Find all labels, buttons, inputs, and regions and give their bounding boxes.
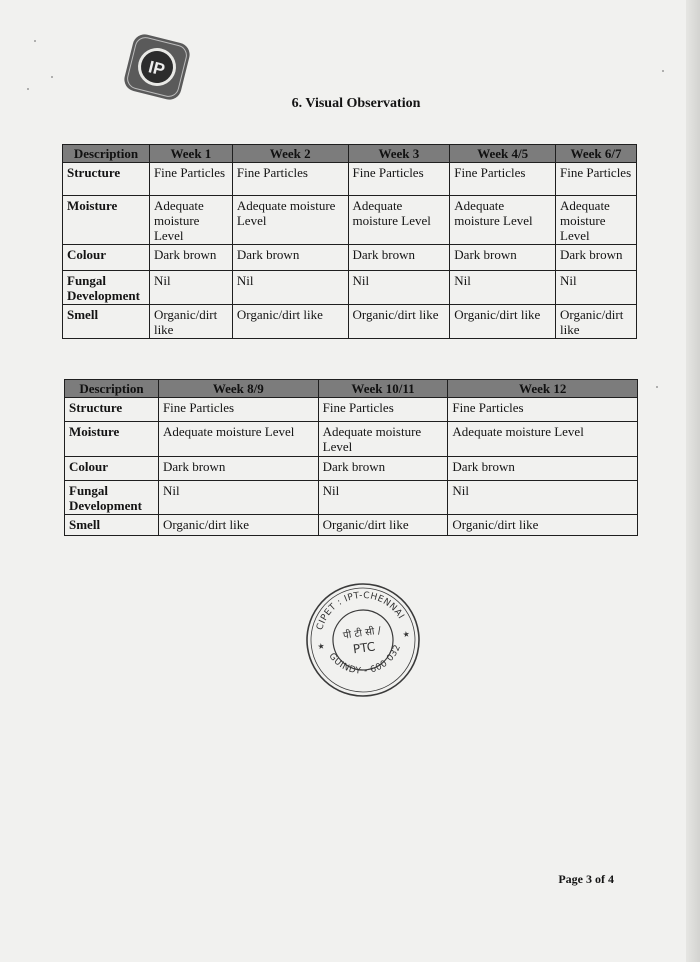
observation-table-weeks-1-7: [62, 144, 637, 339]
organization-logo: [120, 30, 194, 104]
table-cell: Nil: [232, 271, 348, 305]
table-cell: Dark brown: [448, 457, 638, 481]
table-cell: Nil: [158, 481, 318, 515]
table-cell: Nil: [149, 271, 232, 305]
svg-text:★: ★: [402, 629, 411, 640]
svg-text:IP: IP: [146, 57, 167, 80]
table-cell: Organic/dirt like: [450, 305, 556, 339]
scan-speck: [34, 40, 36, 42]
official-stamp: [303, 580, 423, 700]
column-header: Week 2: [232, 145, 348, 163]
row-label: Smell: [63, 305, 150, 339]
svg-text:★: ★: [316, 641, 326, 652]
stamp-center-line1: पी टी सी /: [342, 625, 382, 642]
column-header: Week 4/5: [450, 145, 556, 163]
table-row: [63, 271, 637, 305]
stamp-center-line2: PTC: [352, 639, 377, 657]
table-cell: Dark brown: [149, 245, 232, 271]
row-label: Moisture: [65, 422, 159, 457]
column-header: Week 6/7: [556, 145, 637, 163]
column-header: Description: [65, 380, 159, 398]
page-number: Page 3 of 4: [558, 872, 614, 886]
table-header-row: [65, 380, 638, 398]
table-cell: Nil: [556, 271, 637, 305]
table-row: [65, 422, 638, 457]
section-title: 6. Visual Observation: [291, 96, 421, 111]
table-row: [65, 457, 638, 481]
table-cell: Adequate moisture Level: [348, 196, 450, 245]
table-cell: Organic/dirt like: [232, 305, 348, 339]
table-header-row: [63, 145, 637, 163]
row-label: Smell: [65, 515, 159, 536]
table-cell: Fine Particles: [158, 398, 318, 422]
row-label: Fungal Development: [63, 271, 150, 305]
scan-speck: [656, 386, 658, 388]
table-cell: Nil: [448, 481, 638, 515]
table-cell: Fine Particles: [556, 163, 637, 196]
table-cell: Fine Particles: [232, 163, 348, 196]
column-header: Week 8/9: [158, 380, 318, 398]
table-cell: Dark brown: [450, 245, 556, 271]
column-header: Week 3: [348, 145, 450, 163]
table-cell: Nil: [450, 271, 556, 305]
row-label: Colour: [65, 457, 159, 481]
observation-table-weeks-8-12: [64, 379, 638, 536]
table-cell: Adequate moisture Level: [556, 196, 637, 245]
table-cell: Fine Particles: [450, 163, 556, 196]
table-cell: Adequate moisture Level: [448, 422, 638, 457]
stamp-bottom-text: GUINDY - 600 032: [326, 643, 404, 677]
table-row: [65, 515, 638, 536]
table-cell: Fine Particles: [318, 398, 448, 422]
table-row: [63, 245, 637, 271]
column-header: Week 1: [149, 145, 232, 163]
column-header: Week 10/11: [318, 380, 448, 398]
paper-edge-shadow: [686, 0, 700, 962]
table-cell: Fine Particles: [149, 163, 232, 196]
table-cell: Adequate moisture Level: [318, 422, 448, 457]
table-cell: Dark brown: [348, 245, 450, 271]
stamp-top-text: CIPET : IPT-CHENNAI: [315, 590, 406, 632]
table-cell: Adequate moisture Level: [232, 196, 348, 245]
table-cell: Adequate moisture Level: [158, 422, 318, 457]
table-cell: Fine Particles: [348, 163, 450, 196]
table-row: [63, 305, 637, 339]
table-row: [63, 196, 637, 245]
table-row: [63, 163, 637, 196]
table-cell: Dark brown: [158, 457, 318, 481]
column-header: Week 12: [448, 380, 638, 398]
table-cell: Organic/dirt like: [149, 305, 232, 339]
scan-speck: [662, 70, 664, 72]
table-cell: Organic/dirt like: [556, 305, 637, 339]
row-label: Structure: [65, 398, 159, 422]
table-cell: Fine Particles: [448, 398, 638, 422]
table-cell: Dark brown: [318, 457, 448, 481]
table-cell: Nil: [318, 481, 448, 515]
table-cell: Organic/dirt like: [318, 515, 448, 536]
table-row: [65, 481, 638, 515]
table-cell: Dark brown: [232, 245, 348, 271]
table-cell: Organic/dirt like: [158, 515, 318, 536]
table-cell: Organic/dirt like: [348, 305, 450, 339]
row-label: Moisture: [63, 196, 150, 245]
scan-speck: [51, 76, 53, 78]
table-cell: Dark brown: [556, 245, 637, 271]
table-row: [65, 398, 638, 422]
table-cell: Adequate moisture Level: [149, 196, 232, 245]
table-cell: Adequate moisture Level: [450, 196, 556, 245]
row-label: Colour: [63, 245, 150, 271]
table-cell: Nil: [348, 271, 450, 305]
scan-speck: [27, 88, 29, 90]
row-label: Structure: [63, 163, 150, 196]
table-cell: Organic/dirt like: [448, 515, 638, 536]
row-label: Fungal Development: [65, 481, 159, 515]
column-header: Description: [63, 145, 150, 163]
